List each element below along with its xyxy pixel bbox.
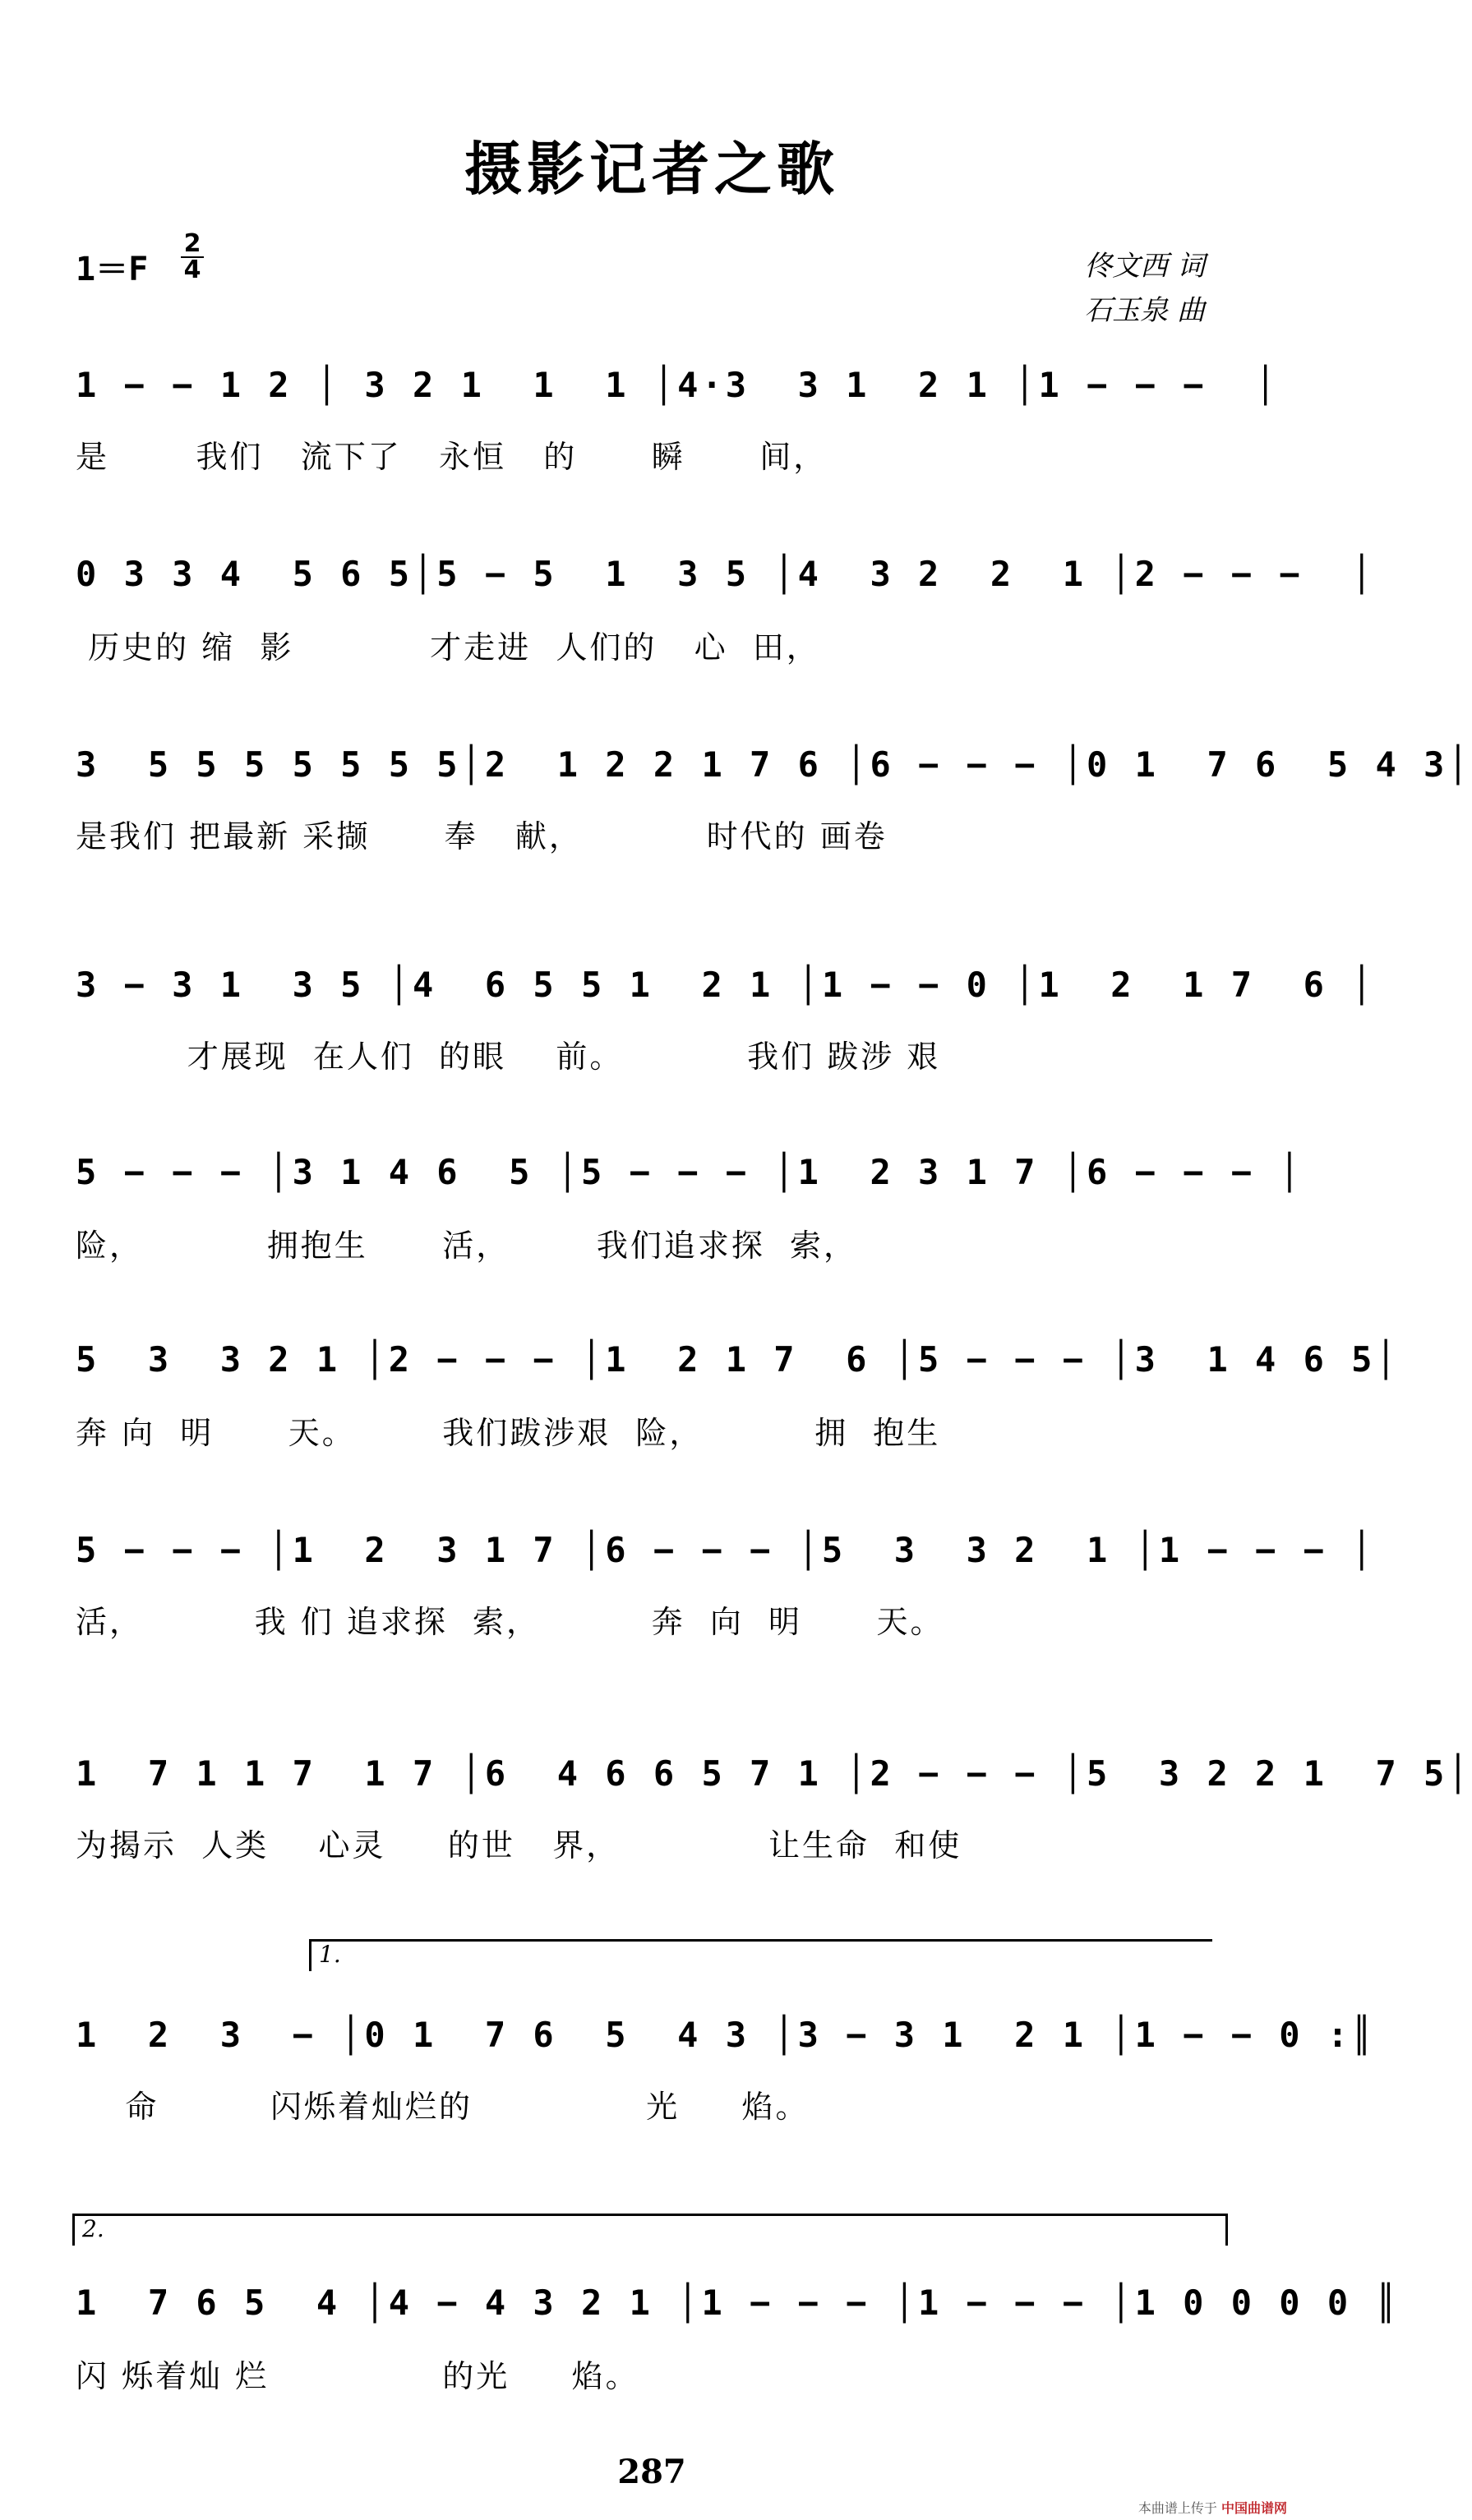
notation-line: 1 2 3 − │0 1 7 6 5 4 3 │3 − 3 1 2 1 │1 − − 0 :║: [76, 2015, 1376, 2055]
second-ending-label: 2.: [82, 2215, 104, 2242]
second-ending-bracket: [72, 2214, 1228, 2246]
lyric-line: 活， 我 们 追求探 索， 奔 向 明 天。: [76, 1604, 944, 1640]
watermark-brand: 中国曲谱网: [1221, 2500, 1287, 2516]
notation-line: 3 5 5 5 5 5 5 5│2 1 2 2 1 7 6 │6 − − − │0 1 7 6 5 4 3│: [76, 744, 1472, 785]
page-number: 287: [617, 2453, 686, 2491]
first-ending-bracket: [309, 1939, 1212, 1971]
key-signature: 1＝F: [76, 251, 149, 288]
watermark: [1138, 2498, 1287, 2517]
song-title: 摄影记者之歌: [464, 135, 839, 203]
lyric-line: 险， 拥抱生 活， 我们追求探 索，: [76, 1228, 857, 1264]
notation-line: 0 3 3 4 5 6 5│5 − 5 1 3 5 │4 3 2 2 1 │2 − − − │: [76, 554, 1376, 594]
notation-line: 1 7 6 5 4 │4 − 4 3 2 1 │1 − − − │1 − − − │1 0 0 0 0 ║: [76, 2283, 1400, 2323]
meter-top: 2: [183, 229, 201, 258]
notation-line: 5 3 3 2 1 │2 − − − │1 2 1 7 6 │5 − − − │3 1 4 6 5│: [76, 1339, 1400, 1380]
lyric-line: 奔 向 明 天。 我们跋涉艰 险， 拥 抱生: [76, 1415, 941, 1451]
notation-line: 5 − − − │3 1 4 6 5 │5 − − − │1 2 3 1 7 │6 − − − │: [76, 1152, 1304, 1192]
composer-credit: 石玉泉 曲: [1084, 294, 1205, 327]
lyric-line: 才展现 在人们 的眼 前。 我们 跋涉 艰: [76, 1039, 941, 1075]
lyricist-credit: 佟文西 词: [1084, 250, 1205, 283]
first-ending-label: 1.: [319, 1941, 341, 1968]
lyric-line: 为揭示 人类 心灵 的世 界， 让生命 和使: [76, 1827, 962, 1864]
lyric-line: 闪 烁着灿 烂 的光 焰。: [76, 2358, 639, 2394]
notation-line: 5 − − − │1 2 3 1 7 │6 − − − │5 3 3 2 1 │1 − − − │: [76, 1530, 1376, 1570]
lyric-line: 历史的 缩 影 才走进 人们的 心 田，: [76, 629, 820, 666]
lyric-line: 命 闪烁着灿烂的 光 焰。: [76, 2089, 810, 2125]
notation-line: 1 7 1 1 7 1 7 │6 4 6 6 5 7 1 │2 − − − │5 3 2 2 1 7 5│: [76, 1753, 1472, 1794]
lyric-line: 是我们 把最新 采撷 奉 献， 时代的 画卷: [76, 818, 888, 855]
watermark-prefix: 本曲谱上传于: [1137, 2500, 1217, 2516]
meter-bottom: 4: [183, 256, 201, 284]
notation-line: 1 − − 1 2 │ 3 2 1 1 1 │4·3 3 1 2 1 │1 − − − │: [76, 365, 1280, 405]
notation-line: 3 − 3 1 3 5 │4 6 5 5 1 2 1 │1 − − 0 │1 2 1 7 6 │: [76, 965, 1376, 1005]
time-signature: [176, 229, 209, 284]
lyric-line: 是 我们 流下了 永恒 的 瞬 间，: [76, 439, 828, 475]
